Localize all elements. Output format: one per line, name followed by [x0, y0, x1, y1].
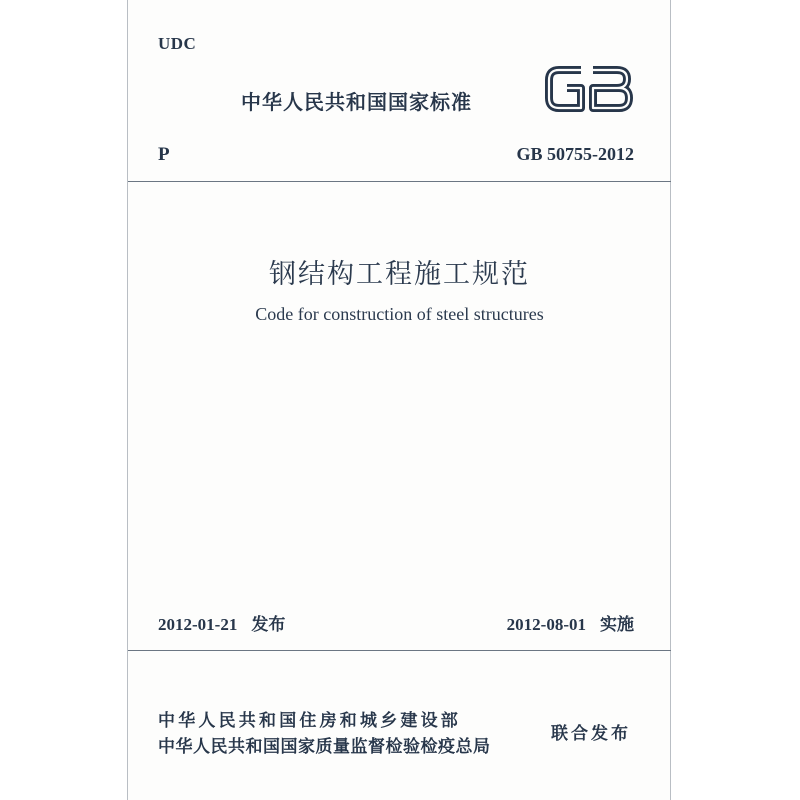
- standard-number: GB 50755-2012: [516, 144, 634, 164]
- document-cover: [127, 0, 671, 800]
- gb-logo-letters: [549, 70, 629, 108]
- top-divider: [128, 181, 671, 182]
- national-standard-heading: 中华人民共和国国家标准: [241, 90, 472, 114]
- issue-date: 2012-01-21: [158, 615, 238, 634]
- title-chinese: 钢结构工程施工规范: [269, 259, 530, 290]
- issuer-ministry-housing: 中华人民共和国住房和城乡建设部: [158, 711, 461, 731]
- implement-date-line: [507, 610, 634, 635]
- issue-label: 发布: [251, 615, 286, 635]
- implement-date: 2012-08-01: [506, 615, 586, 634]
- joint-issue-label: 联合发布: [551, 724, 631, 744]
- udc-label: UDC: [158, 34, 197, 53]
- bottom-divider: [128, 650, 671, 651]
- issue-date-line: [158, 610, 285, 635]
- gb-logo-icon: [541, 60, 637, 116]
- implement-label: 实施: [600, 615, 634, 635]
- issuer-aqsiq: 中华人民共和国国家质量监督检验检疫总局: [158, 737, 491, 757]
- classification-code: P: [158, 144, 170, 165]
- title-english: Code for construction of steel structures: [255, 304, 544, 324]
